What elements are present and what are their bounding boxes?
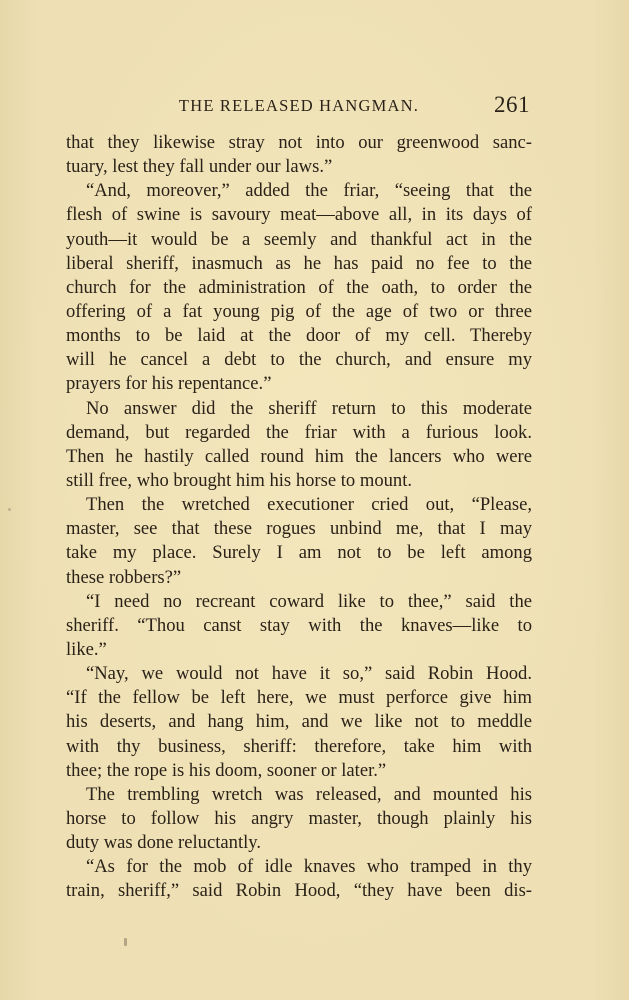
text-line: duty was done reluctantly. bbox=[66, 832, 262, 854]
text-line: will he cancel a debt to the church, and ensure my bbox=[66, 349, 532, 371]
running-head bbox=[66, 92, 532, 120]
text-line: these robbers?” bbox=[66, 566, 182, 588]
body-text bbox=[66, 131, 532, 904]
text-line: “I need no recreant coward like to thee,” said the bbox=[86, 590, 532, 612]
text-line: church for the administration of the oath, to order the bbox=[66, 276, 532, 298]
text-line: youth—it would be a seemly and thankful act in the bbox=[66, 228, 532, 250]
text-line: master, see that these rogues unbind me, that I may bbox=[66, 518, 532, 540]
text-line: still free, who brought him his horse to mount. bbox=[66, 469, 413, 491]
print-speck bbox=[8, 508, 11, 511]
text-line: take my place. Surely I am not to be left among bbox=[66, 542, 532, 564]
text-line: “If the fellow be left here, we must perforce give him bbox=[66, 687, 532, 709]
text-line: that they likewise stray not into our greenwood sanc- bbox=[66, 132, 532, 153]
text-line: horse to follow his angry master, though plainly his bbox=[66, 807, 532, 829]
text-line: train, sheriff,” said Robin Hood, “they have been dis- bbox=[66, 880, 532, 902]
text-line: with thy business, sheriff: therefore, take him with bbox=[66, 735, 532, 757]
text-line: Then he hastily called round him the lancers who were bbox=[66, 445, 532, 467]
text-line: “As for the mob of idle knaves who tramped in thy bbox=[86, 856, 532, 878]
text-line: his deserts, and hang him, and we like not to meddle bbox=[66, 711, 532, 733]
text-line: “And, moreover,” added the friar, “seeing that the bbox=[86, 180, 532, 202]
text-line: demand, but regarded the friar with a furious look. bbox=[66, 421, 532, 443]
text-line: tuary, lest they fall under our laws.” bbox=[66, 156, 333, 178]
text-line: flesh of swine is savoury meat—above all, in its days of bbox=[66, 204, 532, 226]
page-number: 261 bbox=[494, 92, 530, 117]
text-line: offering of a fat young pig of the age of two or three bbox=[66, 300, 532, 322]
chapter-title: THE RELEASED HANGMAN. bbox=[178, 96, 420, 115]
text-line: Then the wretched executioner cried out, “Please, bbox=[86, 494, 532, 516]
text-line: thee; the rope is his doom, sooner or later.” bbox=[66, 759, 387, 781]
text-line: “Nay, we would not have it so,” said Robin Hood. bbox=[86, 663, 532, 685]
text-line: The trembling wretch was released, and mounted his bbox=[86, 783, 532, 805]
print-speck bbox=[124, 938, 127, 946]
text-line: sheriff. “Thou canst stay with the knaves—like to bbox=[66, 614, 532, 636]
text-line: No answer did the sheriff return to this moderate bbox=[86, 397, 532, 419]
text-line: prayers for his repentance.” bbox=[66, 373, 272, 395]
text-line: like.” bbox=[66, 638, 107, 660]
text-line: liberal sheriff, inasmuch as he has paid no fee to the bbox=[66, 252, 532, 274]
text-line: months to be laid at the door of my cell. Thereby bbox=[66, 325, 532, 347]
